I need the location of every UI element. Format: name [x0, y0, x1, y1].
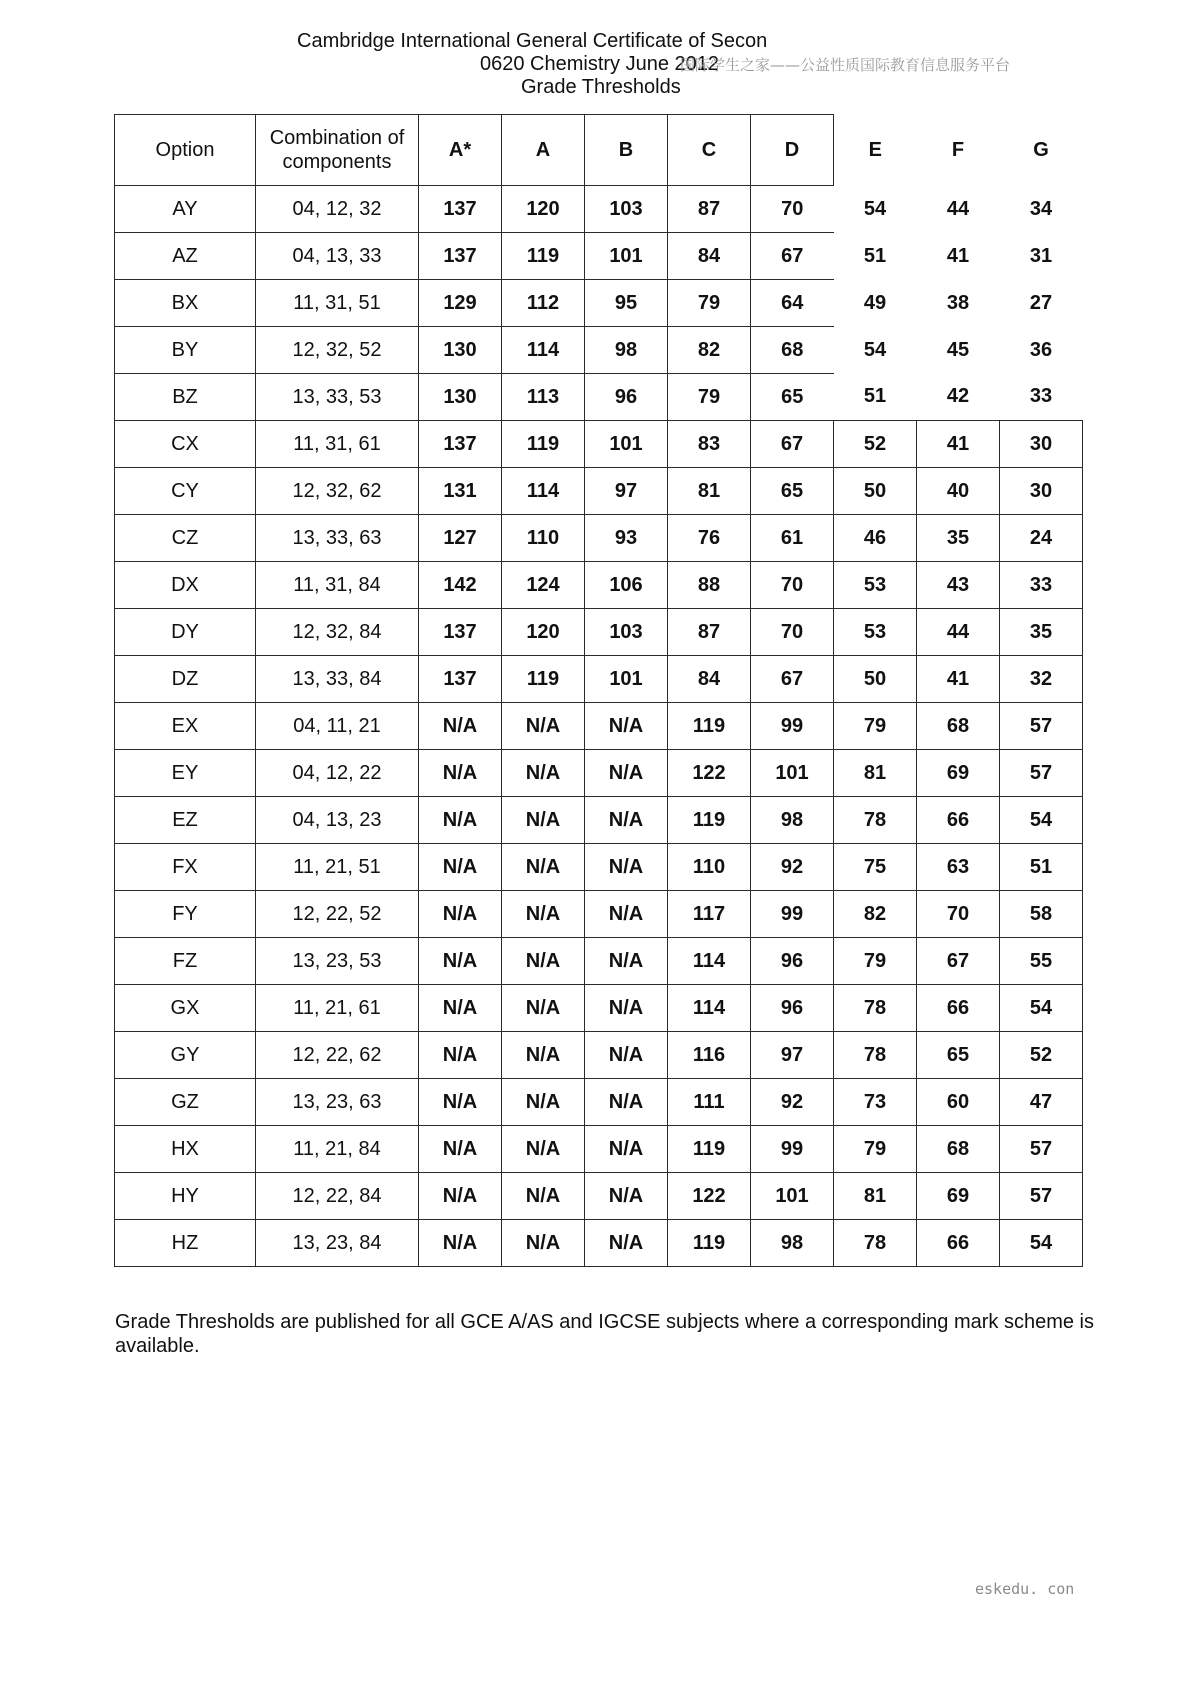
- threshold-cell: 57: [1000, 1173, 1083, 1220]
- threshold-cell: 51: [1000, 844, 1083, 891]
- threshold-cell: 50: [834, 656, 917, 703]
- threshold-cell: 110: [502, 515, 585, 562]
- threshold-cell: 101: [585, 656, 668, 703]
- threshold-cell: 79: [834, 938, 917, 985]
- table-row: [115, 1220, 1083, 1267]
- threshold-cell: 111: [668, 1079, 751, 1126]
- threshold-cell: N/A: [585, 750, 668, 797]
- threshold-cell: 81: [834, 750, 917, 797]
- threshold-cell: 67: [917, 938, 1000, 985]
- option-cell: HZ: [115, 1220, 256, 1267]
- threshold-cell: N/A: [419, 1079, 502, 1126]
- table-row: [115, 374, 1083, 421]
- threshold-cell: 101: [751, 1173, 834, 1220]
- threshold-cell: 66: [917, 797, 1000, 844]
- threshold-cell: N/A: [502, 1173, 585, 1220]
- table-row: [115, 1079, 1083, 1126]
- threshold-cell: 97: [751, 1032, 834, 1079]
- table-row: [115, 609, 1083, 656]
- column-header-b: B: [585, 115, 668, 186]
- column-header-a-star: A*: [419, 115, 502, 186]
- threshold-cell: 33: [1029, 385, 1053, 408]
- column-header-combination: Combination of components: [256, 115, 419, 186]
- combination-cell: 12, 32, 84: [256, 609, 419, 656]
- threshold-cell: N/A: [419, 891, 502, 938]
- threshold-cell: N/A: [585, 844, 668, 891]
- threshold-cell: 96: [585, 374, 668, 421]
- option-cell: CY: [115, 468, 256, 515]
- threshold-cell: 50: [834, 468, 917, 515]
- threshold-cell: 67: [751, 656, 834, 703]
- threshold-cell: 53: [834, 609, 917, 656]
- threshold-cell: 70: [917, 891, 1000, 938]
- threshold-cell: 82: [668, 327, 751, 374]
- threshold-cell: 45: [946, 338, 970, 361]
- combination-cell: 11, 31, 61: [256, 421, 419, 468]
- threshold-cell: 30: [1000, 421, 1083, 468]
- option-cell: EZ: [115, 797, 256, 844]
- option-cell: CX: [115, 421, 256, 468]
- threshold-cell: N/A: [585, 1173, 668, 1220]
- option-cell: GY: [115, 1032, 256, 1079]
- threshold-cell: 97: [585, 468, 668, 515]
- threshold-cell: 51: [863, 385, 887, 408]
- threshold-cell: 103: [585, 609, 668, 656]
- threshold-cell: 88: [668, 562, 751, 609]
- threshold-cell: 96: [751, 985, 834, 1032]
- threshold-cell: 84: [668, 233, 751, 280]
- threshold-cell: 110: [668, 844, 751, 891]
- table-row: [115, 186, 1083, 233]
- threshold-cell: 92: [751, 1079, 834, 1126]
- threshold-cell: N/A: [502, 891, 585, 938]
- table-row: [115, 327, 1083, 374]
- option-cell: DY: [115, 609, 256, 656]
- threshold-cell: N/A: [419, 797, 502, 844]
- footnote: Grade Thresholds are published for all GCE A/AS and IGCSE subjects where a corresponding mark scheme is available.: [115, 1311, 1094, 1357]
- threshold-cell: 68: [751, 327, 834, 374]
- combination-cell: 12, 22, 52: [256, 891, 419, 938]
- threshold-cell: 41: [946, 244, 970, 267]
- threshold-cell: 119: [668, 1126, 751, 1173]
- threshold-cell: N/A: [502, 985, 585, 1032]
- threshold-cell: 114: [502, 468, 585, 515]
- threshold-cell: 92: [751, 844, 834, 891]
- threshold-cell: 95: [585, 280, 668, 327]
- threshold-cell: 78: [834, 1032, 917, 1079]
- threshold-cell: 24: [1000, 515, 1083, 562]
- combination-cell: 11, 21, 61: [256, 985, 419, 1032]
- threshold-cell: 99: [751, 1126, 834, 1173]
- threshold-cell: 122: [668, 1173, 751, 1220]
- threshold-cell: 40: [917, 468, 1000, 515]
- threshold-cell: 70: [751, 562, 834, 609]
- threshold-cell: N/A: [502, 750, 585, 797]
- threshold-cell: 113: [502, 374, 585, 421]
- table-row: [115, 844, 1083, 891]
- combination-cell: 04, 12, 32: [256, 186, 419, 233]
- threshold-cell: 76: [668, 515, 751, 562]
- threshold-cell: 70: [751, 186, 834, 233]
- watermark-text: 国际学生之家——公益性质国际教育信息服务平台: [680, 56, 1011, 74]
- threshold-cell: 66: [917, 985, 1000, 1032]
- threshold-cell: N/A: [585, 703, 668, 750]
- option-cell: CZ: [115, 515, 256, 562]
- threshold-cell: 58: [1000, 891, 1083, 938]
- threshold-cell: 106: [585, 562, 668, 609]
- threshold-cell: 130: [419, 327, 502, 374]
- threshold-cell: 69: [917, 1173, 1000, 1220]
- threshold-cell: 120: [502, 186, 585, 233]
- threshold-cell: 61: [751, 515, 834, 562]
- threshold-cell: 54: [863, 338, 887, 361]
- threshold-cell: 65: [917, 1032, 1000, 1079]
- threshold-cell: 66: [917, 1220, 1000, 1267]
- threshold-cell: 38: [946, 291, 970, 314]
- threshold-cell: 114: [668, 985, 751, 1032]
- table-row: [115, 797, 1083, 844]
- table-row: [115, 1126, 1083, 1173]
- threshold-cell: 57: [1000, 1126, 1083, 1173]
- threshold-cell: 35: [1000, 609, 1083, 656]
- threshold-cell: 44: [917, 609, 1000, 656]
- threshold-cell: 131: [419, 468, 502, 515]
- table-row: [115, 985, 1083, 1032]
- threshold-cell: N/A: [502, 703, 585, 750]
- table-body: [115, 186, 1083, 1267]
- threshold-cell: 46: [834, 515, 917, 562]
- threshold-cell: 79: [668, 374, 751, 421]
- threshold-cell: 78: [834, 1220, 917, 1267]
- combination-cell: 12, 22, 62: [256, 1032, 419, 1079]
- option-cell: HX: [115, 1126, 256, 1173]
- table-row: [115, 938, 1083, 985]
- threshold-cell: N/A: [502, 938, 585, 985]
- threshold-cell: 79: [668, 280, 751, 327]
- combination-cell: 11, 31, 51: [256, 280, 419, 327]
- table-row: [115, 656, 1083, 703]
- option-cell: GZ: [115, 1079, 256, 1126]
- document-title: Cambridge International General Certificate of Secon: [297, 30, 768, 52]
- combination-cell: 12, 22, 84: [256, 1173, 419, 1220]
- threshold-cell: 87: [668, 186, 751, 233]
- threshold-cell: 79: [834, 703, 917, 750]
- threshold-cell: 57: [1000, 750, 1083, 797]
- threshold-cell: 51: [863, 244, 887, 267]
- threshold-cell: 101: [585, 233, 668, 280]
- table-header-row: [115, 115, 1083, 186]
- threshold-cell: 83: [668, 421, 751, 468]
- threshold-cell: N/A: [502, 1032, 585, 1079]
- option-cell: EX: [115, 703, 256, 750]
- threshold-cell: 68: [917, 1126, 1000, 1173]
- threshold-cell: 122: [668, 750, 751, 797]
- threshold-cell: 119: [502, 656, 585, 703]
- threshold-cell: 60: [917, 1079, 1000, 1126]
- threshold-cell: 41: [917, 421, 1000, 468]
- table-row: [115, 703, 1083, 750]
- combination-cell: 11, 31, 84: [256, 562, 419, 609]
- threshold-cell: N/A: [419, 703, 502, 750]
- threshold-cell: 42: [946, 385, 970, 408]
- threshold-cell: N/A: [585, 797, 668, 844]
- table-row: [115, 891, 1083, 938]
- combination-cell: 13, 23, 84: [256, 1220, 419, 1267]
- threshold-cell: 36: [1029, 338, 1053, 361]
- option-cell: FY: [115, 891, 256, 938]
- threshold-cell: 57: [1000, 703, 1083, 750]
- threshold-cell: 35: [917, 515, 1000, 562]
- option-cell: BY: [115, 327, 256, 374]
- column-header-c: C: [668, 115, 751, 186]
- threshold-cell: 98: [751, 797, 834, 844]
- threshold-cell: 41: [917, 656, 1000, 703]
- option-cell: GX: [115, 985, 256, 1032]
- threshold-cell: 67: [751, 421, 834, 468]
- threshold-cell: 34: [1029, 197, 1053, 220]
- threshold-cell: N/A: [419, 1032, 502, 1079]
- threshold-cell: 65: [751, 374, 834, 421]
- table-row: [115, 515, 1083, 562]
- threshold-cell: 78: [834, 797, 917, 844]
- threshold-cell: 127: [419, 515, 502, 562]
- threshold-cell: 124: [502, 562, 585, 609]
- threshold-cell: 84: [668, 656, 751, 703]
- threshold-cell: N/A: [419, 985, 502, 1032]
- option-cell: EY: [115, 750, 256, 797]
- threshold-cell: 54: [1000, 1220, 1083, 1267]
- column-header-f: F: [951, 138, 965, 161]
- threshold-cell: 114: [502, 327, 585, 374]
- threshold-cell: 63: [917, 844, 1000, 891]
- threshold-cell: 137: [419, 421, 502, 468]
- threshold-cell: 119: [668, 797, 751, 844]
- threshold-cell: 27: [1029, 291, 1053, 314]
- threshold-cell: 101: [585, 421, 668, 468]
- threshold-cell: 79: [834, 1126, 917, 1173]
- threshold-cell: 78: [834, 985, 917, 1032]
- combination-cell: 13, 33, 63: [256, 515, 419, 562]
- table-row: [115, 562, 1083, 609]
- threshold-cell: N/A: [585, 938, 668, 985]
- threshold-cell: 82: [834, 891, 917, 938]
- threshold-cell: 33: [1000, 562, 1083, 609]
- threshold-cell: 64: [751, 280, 834, 327]
- threshold-cell: 119: [668, 703, 751, 750]
- combination-cell: 04, 13, 23: [256, 797, 419, 844]
- option-cell: AY: [115, 186, 256, 233]
- threshold-cell: 68: [917, 703, 1000, 750]
- table-row: [115, 1173, 1083, 1220]
- option-cell: BX: [115, 280, 256, 327]
- table-row: [115, 280, 1083, 327]
- threshold-cell: 99: [751, 891, 834, 938]
- threshold-cell: 116: [668, 1032, 751, 1079]
- threshold-cell: 120: [502, 609, 585, 656]
- threshold-cell: 31: [1029, 244, 1053, 267]
- threshold-cell: 119: [502, 233, 585, 280]
- option-cell: DX: [115, 562, 256, 609]
- combination-cell: 12, 32, 52: [256, 327, 419, 374]
- threshold-cell: 55: [1000, 938, 1083, 985]
- threshold-cell: 99: [751, 703, 834, 750]
- threshold-cell: 137: [419, 609, 502, 656]
- threshold-cell: N/A: [419, 1220, 502, 1267]
- threshold-cell: 67: [751, 233, 834, 280]
- threshold-cell: 87: [668, 609, 751, 656]
- column-header-option: Option: [115, 115, 256, 186]
- combination-cell: 13, 23, 53: [256, 938, 419, 985]
- threshold-cell: 69: [917, 750, 1000, 797]
- threshold-cell: N/A: [585, 1126, 668, 1173]
- table-row: [115, 750, 1083, 797]
- threshold-cell: N/A: [419, 1173, 502, 1220]
- document-subtitle: 0620 Chemistry June 2012: [480, 53, 720, 75]
- table-row: [115, 468, 1083, 515]
- threshold-cell: 98: [585, 327, 668, 374]
- combination-cell: 13, 33, 84: [256, 656, 419, 703]
- threshold-cell: 52: [834, 421, 917, 468]
- document-heading: Grade Thresholds: [521, 76, 681, 98]
- threshold-cell: 75: [834, 844, 917, 891]
- threshold-cell: 119: [668, 1220, 751, 1267]
- threshold-cell: 137: [419, 186, 502, 233]
- column-header-e: E: [868, 138, 882, 161]
- option-cell: BZ: [115, 374, 256, 421]
- threshold-cell: 52: [1000, 1032, 1083, 1079]
- threshold-cell: N/A: [419, 750, 502, 797]
- threshold-cell: N/A: [502, 844, 585, 891]
- option-cell: FZ: [115, 938, 256, 985]
- combination-cell: 13, 23, 63: [256, 1079, 419, 1126]
- grade-thresholds-table: [114, 114, 1083, 1267]
- column-header-a: A: [502, 115, 585, 186]
- threshold-cell: 81: [834, 1173, 917, 1220]
- threshold-cell: N/A: [502, 1220, 585, 1267]
- threshold-cell: 112: [502, 280, 585, 327]
- threshold-cell: 54: [1000, 985, 1083, 1032]
- threshold-cell: N/A: [502, 1126, 585, 1173]
- threshold-cell: 119: [502, 421, 585, 468]
- combination-cell: 11, 21, 84: [256, 1126, 419, 1173]
- threshold-cell: 142: [419, 562, 502, 609]
- threshold-cell: 93: [585, 515, 668, 562]
- threshold-cell: N/A: [585, 985, 668, 1032]
- threshold-cell: 114: [668, 938, 751, 985]
- threshold-cell: 32: [1000, 656, 1083, 703]
- threshold-cell: 30: [1000, 468, 1083, 515]
- threshold-cell: 65: [751, 468, 834, 515]
- table-row: [115, 233, 1083, 280]
- threshold-cell: 43: [917, 562, 1000, 609]
- option-cell: FX: [115, 844, 256, 891]
- column-header-g: G: [1033, 138, 1049, 161]
- combination-cell: 13, 33, 53: [256, 374, 419, 421]
- threshold-cell: 137: [419, 233, 502, 280]
- threshold-cell: N/A: [585, 1220, 668, 1267]
- threshold-cell: 101: [751, 750, 834, 797]
- threshold-cell: N/A: [585, 1079, 668, 1126]
- threshold-cell: 98: [751, 1220, 834, 1267]
- threshold-cell: 103: [585, 186, 668, 233]
- combination-cell: 11, 21, 51: [256, 844, 419, 891]
- threshold-cell: 54: [863, 197, 887, 220]
- footer-watermark: eskedu. con: [975, 1580, 1075, 1598]
- threshold-cell: 130: [419, 374, 502, 421]
- threshold-cell: N/A: [419, 938, 502, 985]
- threshold-cell: N/A: [419, 844, 502, 891]
- threshold-cell: 70: [751, 609, 834, 656]
- threshold-cell: 44: [946, 197, 970, 220]
- threshold-cell: 54: [1000, 797, 1083, 844]
- option-cell: AZ: [115, 233, 256, 280]
- threshold-cell: 49: [863, 291, 887, 314]
- threshold-cell: 117: [668, 891, 751, 938]
- threshold-cell: 129: [419, 280, 502, 327]
- threshold-cell: 53: [834, 562, 917, 609]
- threshold-cell: 81: [668, 468, 751, 515]
- table-row: [115, 1032, 1083, 1079]
- threshold-cell: N/A: [585, 891, 668, 938]
- threshold-cell: N/A: [419, 1126, 502, 1173]
- combination-cell: 04, 13, 33: [256, 233, 419, 280]
- combination-cell: 12, 32, 62: [256, 468, 419, 515]
- threshold-cell: N/A: [502, 797, 585, 844]
- threshold-cell: N/A: [502, 1079, 585, 1126]
- column-header-d: D: [751, 115, 834, 186]
- threshold-cell: 96: [751, 938, 834, 985]
- combination-cell: 04, 12, 22: [256, 750, 419, 797]
- threshold-cell: 47: [1000, 1079, 1083, 1126]
- threshold-cell: 137: [419, 656, 502, 703]
- threshold-cell: 73: [834, 1079, 917, 1126]
- option-cell: HY: [115, 1173, 256, 1220]
- option-cell: DZ: [115, 656, 256, 703]
- table-row: [115, 421, 1083, 468]
- threshold-cell: N/A: [585, 1032, 668, 1079]
- combination-cell: 04, 11, 21: [256, 703, 419, 750]
